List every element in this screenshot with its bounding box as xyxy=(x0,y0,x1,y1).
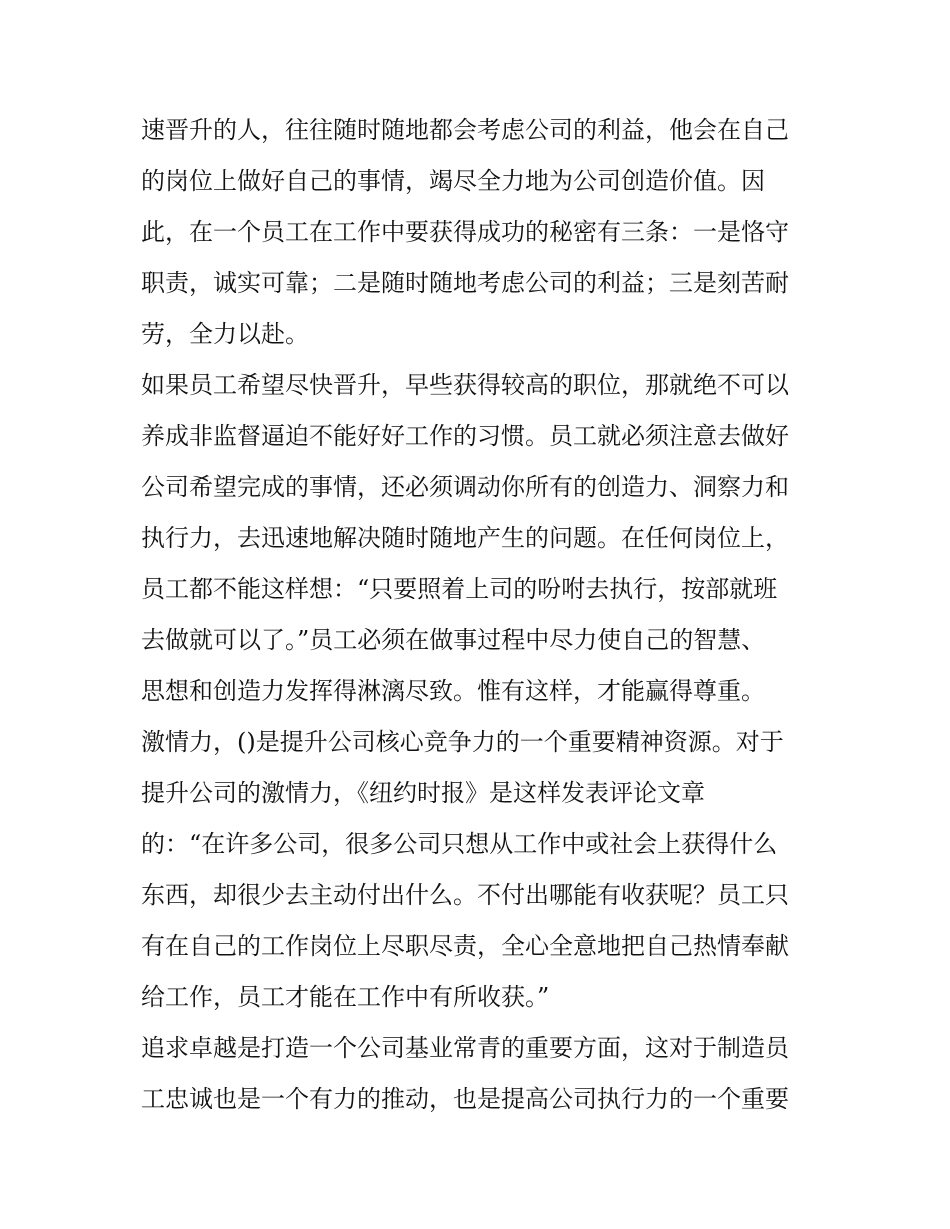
text-line: 职责，诚实可靠；二是随时随地考虑公司的利益；三是刻苦耐 xyxy=(141,269,789,297)
text-line: 给工作，员工才能在工作中有所收获。” xyxy=(141,983,550,1011)
text-line: 速晋升的人，往往随时随地都会考虑公司的利益，他会在自己 xyxy=(141,116,789,144)
text-line: 执行力，去迅速地解决随时随地产生的问题。在任何岗位上， xyxy=(141,524,789,552)
text-line: 如果员工希望尽快晋升，早些获得较高的职位，那就绝不可以 xyxy=(141,371,789,399)
body-text xyxy=(141,105,821,1125)
text-line: 的：“在许多公司，很多公司只想从工作中或社会上获得什么 xyxy=(141,830,778,858)
text-line: 有在自己的工作岗位上尽职尽责，全心全意地把自己热情奉献 xyxy=(141,932,789,960)
text-line: 此，在一个员工在工作中要获得成功的秘密有三条：一是恪守 xyxy=(141,218,789,246)
text-line: 劳，全力以赴。 xyxy=(141,320,309,348)
text-line: 员工都不能这样想：“只要照着上司的吩咐去执行，按部就班 xyxy=(141,575,778,603)
text-line: 的岗位上做好自己的事情，竭尽全力地为公司创造价值。因 xyxy=(141,167,765,195)
text-line: 东西，却很少去主动付出什么。不付出哪能有收获呢？员工只 xyxy=(141,881,789,909)
text-line: 追求卓越是打造一个公司基业常青的重要方面，这对于制造员 xyxy=(141,1034,789,1062)
text-line: 去做就可以了。”员工必须在做事过程中尽力使自己的智慧、 xyxy=(141,626,766,654)
text-line: 提升公司的激情力，《纽约时报》是这样发表评论文章 xyxy=(141,779,705,807)
text-line: 养成非监督逼迫不能好好工作的习惯。员工就必须注意去做好 xyxy=(141,422,789,450)
text-line: 工忠诚也是一个有力的推动，也是提高公司执行力的一个重要 xyxy=(141,1085,789,1113)
text-line: 思想和创造力发挥得淋漓尽致。惟有这样，才能赢得尊重。 xyxy=(141,677,765,705)
text-line: 激情力，()是提升公司核心竞争力的一个重要精神资源。对于 xyxy=(141,728,784,756)
text-line: 公司希望完成的事情，还必须调动你所有的创造力、洞察力和 xyxy=(141,473,789,501)
